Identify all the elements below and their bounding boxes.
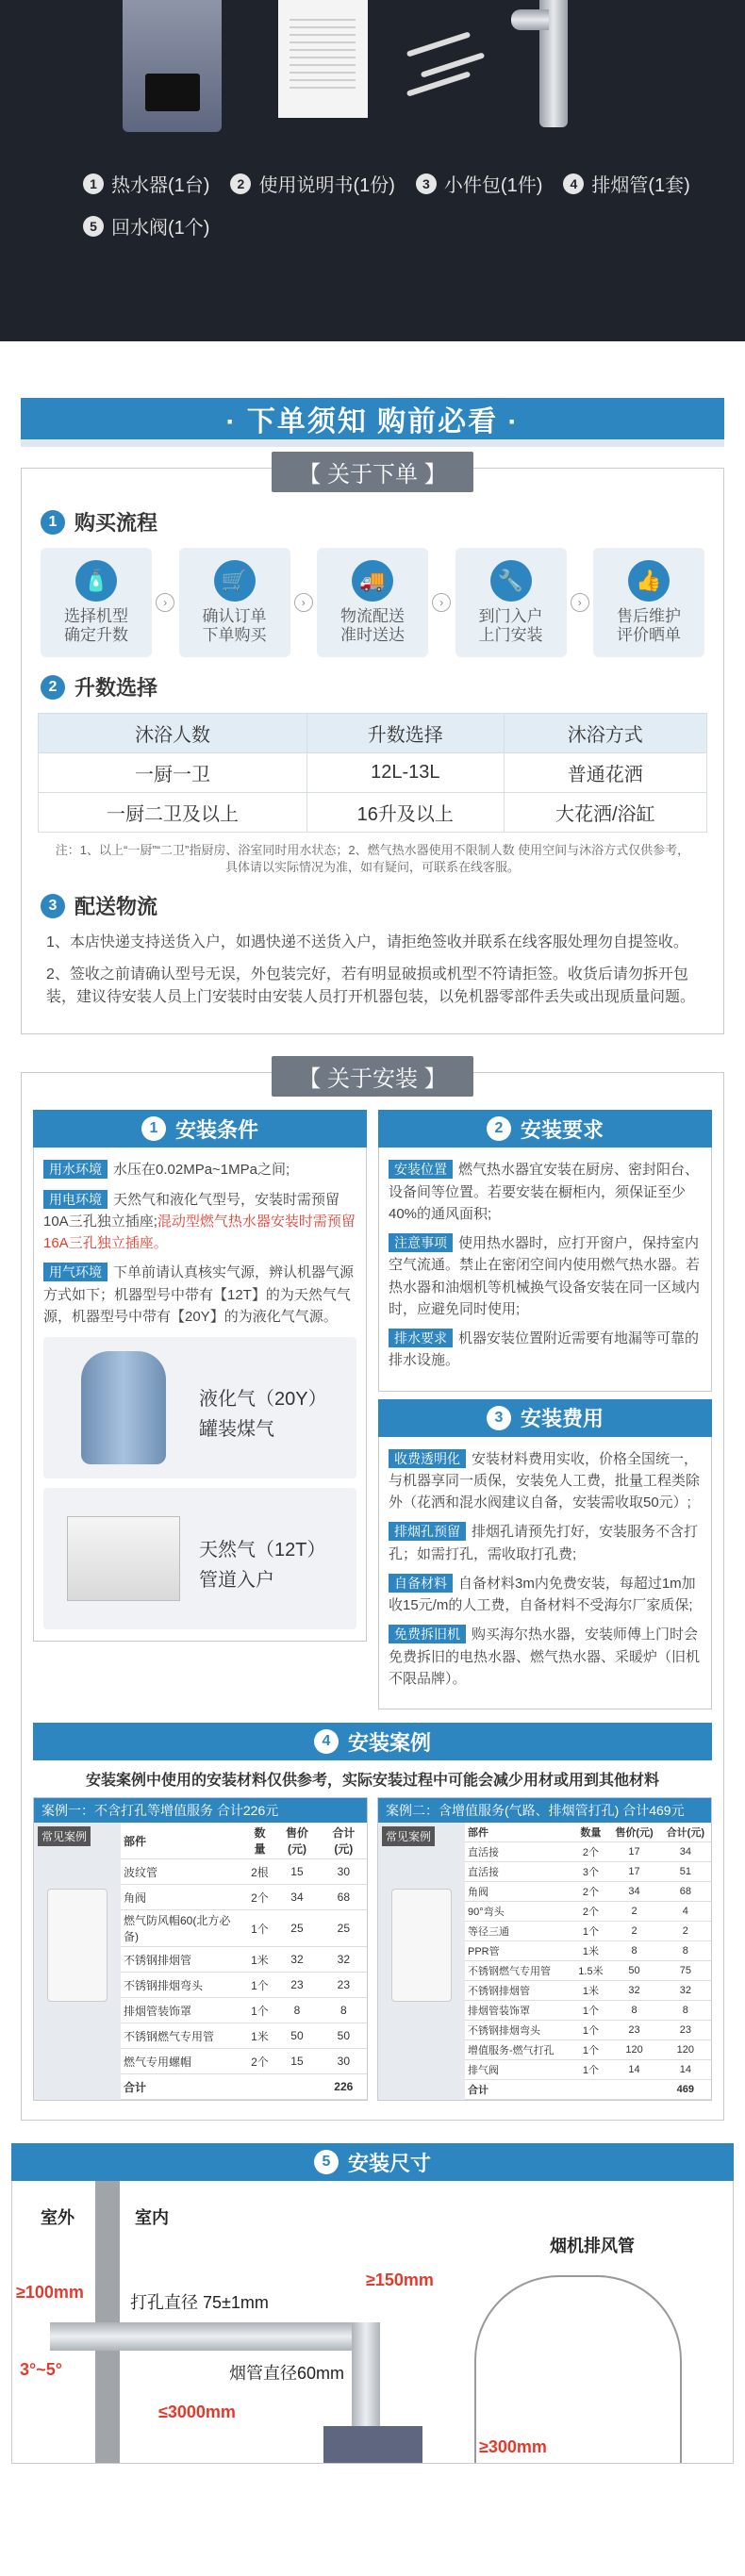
step-number: 2 bbox=[41, 675, 65, 700]
gas-supply: 罐装煤气 bbox=[199, 1419, 274, 1441]
bottle-icon: 🧴 bbox=[75, 560, 117, 602]
table-row bbox=[465, 1882, 711, 1902]
flow-step bbox=[317, 548, 428, 657]
table-row bbox=[39, 793, 707, 833]
table-header: 售价(元) bbox=[273, 1823, 320, 1859]
table-cell: 25 bbox=[273, 1910, 320, 1947]
condition-warning: 混动型燃气热水器安装时需预留16A三孔独立插座。 bbox=[43, 1213, 356, 1252]
position-requirement bbox=[389, 1159, 702, 1225]
fee-item bbox=[389, 1448, 702, 1514]
flow-label: 准时送达 bbox=[340, 626, 405, 644]
capacity-note: 注：1、以上“一厨”“二卫”指厨房、浴室同时用水状态；2、燃气热水器使用不限制人数 使用空间与沐浴方式仅供参考，具体请以实际情况为准，如有疑问，可联系在线客服。 bbox=[55, 843, 690, 875]
step-number: 3 bbox=[41, 894, 65, 918]
table-cell: 2根 bbox=[246, 1859, 274, 1885]
flow-step bbox=[593, 548, 704, 657]
table-row bbox=[121, 2049, 367, 2074]
flow-label: 确定升数 bbox=[64, 626, 128, 644]
delivery-paragraph: 1、本店快递支持送货入户，如遇快递不送货入户，请拒绝签收并联系在线客服处理勿自提签收。 bbox=[46, 934, 688, 951]
section-heading: 购买流程 bbox=[74, 511, 158, 535]
table-cell: 25 bbox=[321, 1910, 367, 1947]
item-label: 排烟管(1套) bbox=[591, 175, 690, 196]
table-cell: 1个 bbox=[573, 1922, 609, 1941]
wrench-icon: 🔧 bbox=[490, 560, 532, 602]
table-cell: 15 bbox=[273, 1859, 320, 1885]
case-photo bbox=[378, 1823, 465, 2100]
install-size-diagram bbox=[11, 2181, 734, 2464]
item-number: 1 bbox=[83, 173, 104, 194]
table-cell: 68 bbox=[660, 1882, 711, 1902]
chevron-right-icon: › bbox=[294, 593, 313, 612]
table-cell: 2 bbox=[660, 1922, 711, 1941]
table-cell: 120 bbox=[608, 2040, 659, 2060]
table-row bbox=[121, 1885, 367, 1910]
photo-label: 常见案例 bbox=[38, 1826, 91, 1846]
table-cell: 1个 bbox=[246, 1973, 274, 1998]
section-heading: 安装案例 bbox=[347, 1730, 431, 1755]
table-row bbox=[121, 1947, 367, 1973]
table-cell: 不锈钢排烟管 bbox=[465, 1981, 573, 2001]
table-cell: 32 bbox=[321, 1947, 367, 1973]
table-cell: 1个 bbox=[246, 1910, 274, 1947]
install-section bbox=[21, 1066, 724, 2121]
flow-step bbox=[41, 548, 152, 657]
requirement-text: 机器安装位置附近需要有地漏等可靠的排水设施。 bbox=[389, 1330, 700, 1369]
list-item bbox=[83, 170, 209, 197]
table-header-row bbox=[39, 714, 707, 753]
table-cell: 1米 bbox=[573, 1981, 609, 2001]
requirement-text: 使用热水器时，应打开窗户，保持室内空气流通。禁止在密闭空间内使用燃气热水器。若热水器和油烟机等机械换气设备安装在同一区域内时，应避免同时使用; bbox=[389, 1235, 701, 1317]
table-cell: 8 bbox=[660, 1941, 711, 1961]
table-cell: 等径三通 bbox=[465, 1922, 573, 1941]
table-cell: 直活接 bbox=[465, 1842, 573, 1862]
flow-step bbox=[455, 548, 567, 657]
table-cell: 15 bbox=[273, 2049, 320, 2074]
table-cell: 增值服务-燃气打孔 bbox=[465, 2040, 573, 2060]
chevron-right-icon: › bbox=[156, 593, 174, 612]
table-total-row bbox=[121, 2074, 367, 2100]
fee-label: 排烟孔预留 bbox=[389, 1522, 466, 1541]
table-cell: 14 bbox=[608, 2060, 659, 2080]
table-cell: 32 bbox=[273, 1947, 320, 1973]
dimension-label: 烟管直径60mm bbox=[229, 2364, 345, 2384]
dimension-label: ≥150mm bbox=[366, 2271, 434, 2290]
purchase-flow-title bbox=[41, 507, 723, 537]
fee-label: 收费透明化 bbox=[389, 1449, 466, 1468]
list-item bbox=[83, 212, 209, 239]
table-header: 合计(元) bbox=[660, 1823, 711, 1842]
table-cell: 一厨一卫 bbox=[39, 753, 307, 793]
table-cell: 一厨二卫及以上 bbox=[39, 793, 307, 833]
table-header: 售价(元) bbox=[608, 1823, 659, 1842]
size-banner bbox=[11, 2143, 734, 2181]
case-photo bbox=[34, 1823, 121, 2100]
table-row bbox=[121, 1998, 367, 2023]
table-cell: 32 bbox=[660, 1981, 711, 2001]
table-row bbox=[465, 1981, 711, 2001]
case-header: 案例一：不含打孔等增值服务 合计226元 bbox=[34, 1798, 367, 1823]
list-item bbox=[416, 170, 542, 197]
item-number: 2 bbox=[230, 173, 251, 194]
flow-label: 选择机型 bbox=[64, 606, 128, 625]
table-cell: 23 bbox=[660, 2021, 711, 2040]
order-tag: 【 关于下单 】 bbox=[272, 452, 472, 492]
gas-condition bbox=[43, 1262, 356, 1328]
table-cell: 32 bbox=[608, 1981, 659, 2001]
case-header: 案例二：含增值服务(气路、排烟管打孔) 合计469元 bbox=[378, 1798, 711, 1823]
table-cell: 1个 bbox=[573, 2040, 609, 2060]
table-total-row bbox=[465, 2080, 711, 2100]
table-cell: 不锈钢燃气专用管 bbox=[121, 2023, 246, 2049]
indoor-label: 室内 bbox=[135, 2208, 169, 2228]
flow-label: 下单购买 bbox=[202, 626, 267, 644]
table-row bbox=[465, 1941, 711, 1961]
conditions-header bbox=[33, 1110, 367, 1148]
fee-text: 自备材料3m内免费安装，每超过1m加收15元/m的人工费，自备材料不受海尔厂家质保; bbox=[389, 1575, 696, 1614]
table-cell: 不锈钢排烟弯头 bbox=[121, 1973, 246, 1998]
chevron-right-icon: › bbox=[571, 593, 589, 612]
table-cell: 排烟管装饰罩 bbox=[121, 1998, 246, 2023]
manual-image bbox=[278, 0, 368, 118]
section-heading: 安装尺寸 bbox=[347, 2151, 431, 2175]
water-heater-image bbox=[123, 0, 222, 132]
condition-text: 天然气和液化气型号，安装时需预留10A三孔独立插座; bbox=[43, 1191, 340, 1230]
install-tag: 【 关于安装 】 bbox=[272, 1056, 472, 1097]
table-cell: 12L-13L bbox=[306, 753, 504, 793]
list-item bbox=[230, 170, 394, 197]
item-number: 5 bbox=[83, 216, 104, 237]
step-number: 4 bbox=[314, 1729, 339, 1754]
exhaust-pipe-image bbox=[539, 0, 568, 127]
table-cell: 燃气防风帽60(北方必备) bbox=[121, 1910, 246, 1947]
table-cell: 2 bbox=[608, 1902, 659, 1922]
fee-item bbox=[389, 1624, 702, 1690]
table-cell: 大花洒/浴缸 bbox=[504, 793, 706, 833]
table-cell: 68 bbox=[321, 1885, 367, 1910]
table-cell: 16升及以上 bbox=[306, 793, 504, 833]
photo-label: 常见案例 bbox=[382, 1826, 435, 1846]
table-row bbox=[121, 1973, 367, 1998]
table-cell: 2个 bbox=[573, 1902, 609, 1922]
condition-text: 水压在0.02MPa~1MPa之间; bbox=[113, 1162, 290, 1179]
water-condition bbox=[43, 1159, 356, 1181]
fee-text: 安装材料费用实收，价格全国统一，与机器享同一质保，安装免人工费，批量工程类除外（花洒和混水阀建议自备，安装需收取50元）; bbox=[389, 1450, 701, 1511]
flow-label: 售后维护 bbox=[617, 606, 681, 625]
fee-item bbox=[389, 1573, 702, 1617]
install-requirements bbox=[378, 1110, 712, 1709]
step-number: 3 bbox=[487, 1406, 511, 1430]
total-label: 合计 bbox=[121, 2074, 246, 2100]
case-table bbox=[121, 1823, 367, 2100]
dimension-label: 打孔直径 75±1mm bbox=[130, 2293, 269, 2313]
table-cell: 30 bbox=[321, 2049, 367, 2074]
dimension-label: 3°~5° bbox=[20, 2360, 62, 2380]
flow-step bbox=[179, 548, 290, 657]
power-condition bbox=[43, 1189, 356, 1255]
section-heading: 配送物流 bbox=[74, 895, 158, 919]
table-row bbox=[465, 1842, 711, 1862]
fee-label: 免费拆旧机 bbox=[389, 1625, 466, 1643]
exhaust-pipe-vertical bbox=[352, 2322, 380, 2436]
total-value: 469 bbox=[660, 2080, 711, 2100]
chevron-right-icon: › bbox=[432, 593, 451, 612]
table-cell: 23 bbox=[273, 1973, 320, 1998]
condition-label: 用水环境 bbox=[43, 1160, 108, 1179]
ng-card bbox=[43, 1488, 356, 1629]
table-header: 部件 bbox=[465, 1823, 573, 1842]
table-cell: 普通花洒 bbox=[504, 753, 706, 793]
attention-requirement bbox=[389, 1232, 702, 1320]
table-cell: 50 bbox=[273, 2023, 320, 2049]
table-header: 沐浴方式 bbox=[504, 714, 706, 753]
table-cell: 角阀 bbox=[465, 1882, 573, 1902]
notice-banner: · 下单须知 购前必看 · bbox=[21, 398, 724, 439]
flow-label: 到门入户 bbox=[478, 606, 543, 625]
table-row bbox=[121, 1910, 367, 1947]
table-cell: 3个 bbox=[573, 1862, 609, 1882]
gas-supply: 管道入户 bbox=[199, 1570, 274, 1592]
dimension-label: ≥100mm bbox=[16, 2283, 84, 2303]
table-cell: 不锈钢燃气专用管 bbox=[465, 1961, 573, 1981]
contents-list bbox=[83, 170, 690, 255]
order-section bbox=[21, 462, 724, 1034]
gas-tank-icon bbox=[81, 1351, 166, 1464]
flow-label: 评价晒单 bbox=[617, 626, 681, 644]
table-row bbox=[39, 753, 707, 793]
fee-text: 购买海尔热水器，安装师傅上门时会免费拆旧的电热水器、燃气热水器、采暖炉（旧机不限品牌）。 bbox=[389, 1627, 701, 1687]
table-cell: 17 bbox=[608, 1842, 659, 1862]
table-cell: 波纹管 bbox=[121, 1859, 246, 1885]
cases-note: 安装案例中使用的安装材料仅供参考，实际安装过程中可能会减少用材或用到其他材料 bbox=[85, 1773, 659, 1790]
table-row bbox=[465, 2040, 711, 2060]
fee-item bbox=[389, 1521, 702, 1565]
table-row bbox=[121, 1859, 367, 1885]
item-number: 3 bbox=[416, 173, 437, 194]
flow-label: 上门安装 bbox=[478, 626, 543, 644]
gas-type: 液化气（20Y） bbox=[199, 1389, 327, 1411]
table-cell: 1个 bbox=[573, 2001, 609, 2021]
item-label: 回水阀(1个) bbox=[111, 218, 210, 239]
cases-banner bbox=[33, 1723, 712, 1760]
cart-icon: 🛒 bbox=[214, 560, 256, 602]
total-value: 226 bbox=[321, 2074, 367, 2100]
step-number: 2 bbox=[487, 1116, 511, 1141]
condition-label: 用电环境 bbox=[43, 1190, 108, 1209]
table-cell: 50 bbox=[608, 1961, 659, 1981]
table-cell: 2个 bbox=[573, 1882, 609, 1902]
delivery-paragraph: 2、签收之前请确认型号无误，外包装完好，若有明显破损或机型不符请拒签。收货后请勿拆开包装，建议待安装人员上门安装时由安装人员打开机器包装，以免机器零部件丢失或出现质量问题。 bbox=[46, 966, 696, 1006]
table-cell: 排气阀 bbox=[465, 2060, 573, 2080]
table-cell: 90°弯头 bbox=[465, 1902, 573, 1922]
list-item bbox=[563, 170, 689, 197]
outdoor-label: 室外 bbox=[41, 2208, 74, 2228]
table-cell: PPR管 bbox=[465, 1941, 573, 1961]
step-number: 1 bbox=[141, 1116, 166, 1141]
dimension-label: ≤3000mm bbox=[158, 2403, 236, 2422]
fee-label: 自备材料 bbox=[389, 1574, 453, 1593]
lpg-card bbox=[43, 1337, 356, 1478]
table-cell: 1米 bbox=[573, 1941, 609, 1961]
table-cell: 23 bbox=[608, 2021, 659, 2040]
table-cell: 8 bbox=[608, 2001, 659, 2021]
table-cell: 51 bbox=[660, 1862, 711, 1882]
table-cell: 2 bbox=[608, 1922, 659, 1941]
requirement-label: 排水要求 bbox=[389, 1329, 453, 1347]
fee-header bbox=[378, 1399, 712, 1437]
product-contents-panel bbox=[0, 0, 745, 341]
table-cell: 17 bbox=[608, 1862, 659, 1882]
item-number: 4 bbox=[563, 173, 584, 194]
table-cell: 34 bbox=[608, 1882, 659, 1902]
requirements-header bbox=[378, 1110, 712, 1148]
table-cell: 75 bbox=[660, 1961, 711, 1981]
table-cell: 1米 bbox=[246, 1947, 274, 1973]
flow-label: 确认订单 bbox=[202, 606, 267, 625]
case-one bbox=[33, 1797, 368, 2101]
table-cell: 不锈钢排烟弯头 bbox=[465, 2021, 573, 2040]
table-cell: 8 bbox=[273, 1998, 320, 2023]
range-hood-label: 烟机排风管 bbox=[550, 2237, 635, 2256]
table-cell: 30 bbox=[321, 1859, 367, 1885]
table-cell: 8 bbox=[321, 1998, 367, 2023]
case-two bbox=[377, 1797, 712, 2101]
table-cell: 1米 bbox=[246, 2023, 274, 2049]
capacity-table bbox=[38, 713, 707, 833]
table-cell: 23 bbox=[321, 1973, 367, 1998]
gas-type: 天然气（12T） bbox=[199, 1540, 326, 1561]
total-label: 合计 bbox=[465, 2080, 573, 2100]
dimension-label: ≥300mm bbox=[479, 2437, 547, 2457]
table-header: 升数选择 bbox=[306, 714, 504, 753]
install-conditions bbox=[33, 1110, 367, 1709]
table-header: 合计(元) bbox=[321, 1823, 367, 1859]
exhaust-pipe bbox=[50, 2322, 375, 2351]
table-header: 部件 bbox=[121, 1823, 246, 1859]
table-cell: 2个 bbox=[246, 2049, 274, 2074]
drain-requirement bbox=[389, 1328, 702, 1372]
table-cell: 4 bbox=[660, 1902, 711, 1922]
range-hood-duct bbox=[474, 2275, 682, 2464]
gas-meter-icon bbox=[67, 1516, 180, 1601]
table-cell: 34 bbox=[660, 1842, 711, 1862]
fee-text: 排烟孔请预先打好，安装服务不含打孔；如需打孔，需收取打孔费; bbox=[389, 1524, 699, 1562]
table-cell: 1.5米 bbox=[573, 1961, 609, 1981]
table-header: 沐浴人数 bbox=[39, 714, 307, 753]
parts-kit-image bbox=[401, 38, 500, 94]
delivery-title bbox=[41, 891, 723, 920]
table-cell: 角阀 bbox=[121, 1885, 246, 1910]
table-cell: 1个 bbox=[246, 1998, 274, 2023]
table-cell: 燃气专用螺帽 bbox=[121, 2049, 246, 2074]
truck-icon: 🚚 bbox=[352, 560, 393, 602]
item-label: 使用说明书(1份) bbox=[258, 175, 395, 196]
table-row bbox=[465, 1961, 711, 1981]
flow-label: 物流配送 bbox=[340, 606, 405, 625]
step-number: 1 bbox=[41, 510, 65, 535]
item-label: 小件包(1件) bbox=[443, 175, 543, 196]
section-heading: 安装费用 bbox=[520, 1407, 604, 1431]
table-cell: 直活接 bbox=[465, 1862, 573, 1882]
requirement-text: 燃气热水器宜安装在厨房、密封阳台、设备间等位置。若要安装在橱柜内，须保证至少40%的通风面积; bbox=[389, 1162, 700, 1222]
table-cell: 2个 bbox=[246, 1885, 274, 1910]
thumbs-up-icon: 👍 bbox=[628, 560, 670, 602]
table-cell: 1个 bbox=[573, 2060, 609, 2080]
case-table bbox=[465, 1823, 711, 2100]
table-row bbox=[465, 2060, 711, 2080]
purchase-flow bbox=[22, 548, 723, 657]
table-cell: 不锈钢排烟管 bbox=[121, 1947, 246, 1973]
table-row bbox=[465, 1862, 711, 1882]
table-cell: 50 bbox=[321, 2023, 367, 2049]
section-heading: 升数选择 bbox=[74, 676, 158, 700]
step-number: 5 bbox=[314, 2150, 339, 2174]
section-heading: 安装条件 bbox=[174, 1117, 258, 1142]
table-cell: 8 bbox=[660, 2001, 711, 2021]
water-heater bbox=[323, 2426, 422, 2464]
table-cell: 2个 bbox=[573, 1842, 609, 1862]
table-row bbox=[465, 1922, 711, 1941]
table-cell: 8 bbox=[608, 1941, 659, 1961]
table-header: 数量 bbox=[246, 1823, 274, 1859]
requirement-label: 注意事项 bbox=[389, 1233, 453, 1252]
section-heading: 安装要求 bbox=[520, 1117, 604, 1142]
table-row bbox=[121, 2023, 367, 2049]
table-cell: 排烟管装饰罩 bbox=[465, 2001, 573, 2021]
requirement-label: 安装位置 bbox=[389, 1160, 453, 1179]
table-cell: 1个 bbox=[573, 2021, 609, 2040]
table-cell: 120 bbox=[660, 2040, 711, 2060]
table-header: 数量 bbox=[573, 1823, 609, 1842]
table-row bbox=[465, 1902, 711, 1922]
condition-label: 用气环境 bbox=[43, 1263, 108, 1281]
capacity-title bbox=[41, 672, 723, 702]
table-cell: 34 bbox=[273, 1885, 320, 1910]
table-row bbox=[465, 2001, 711, 2021]
item-label: 热水器(1台) bbox=[111, 175, 210, 196]
condition-text: 下单前请认真核实气源，辨认机器气源方式如下；机器型号中带有【12T】的为天然气气源，机器型号中带有【20Y】的为液化气气源。 bbox=[43, 1264, 355, 1325]
table-cell: 14 bbox=[660, 2060, 711, 2080]
table-row bbox=[465, 2021, 711, 2040]
